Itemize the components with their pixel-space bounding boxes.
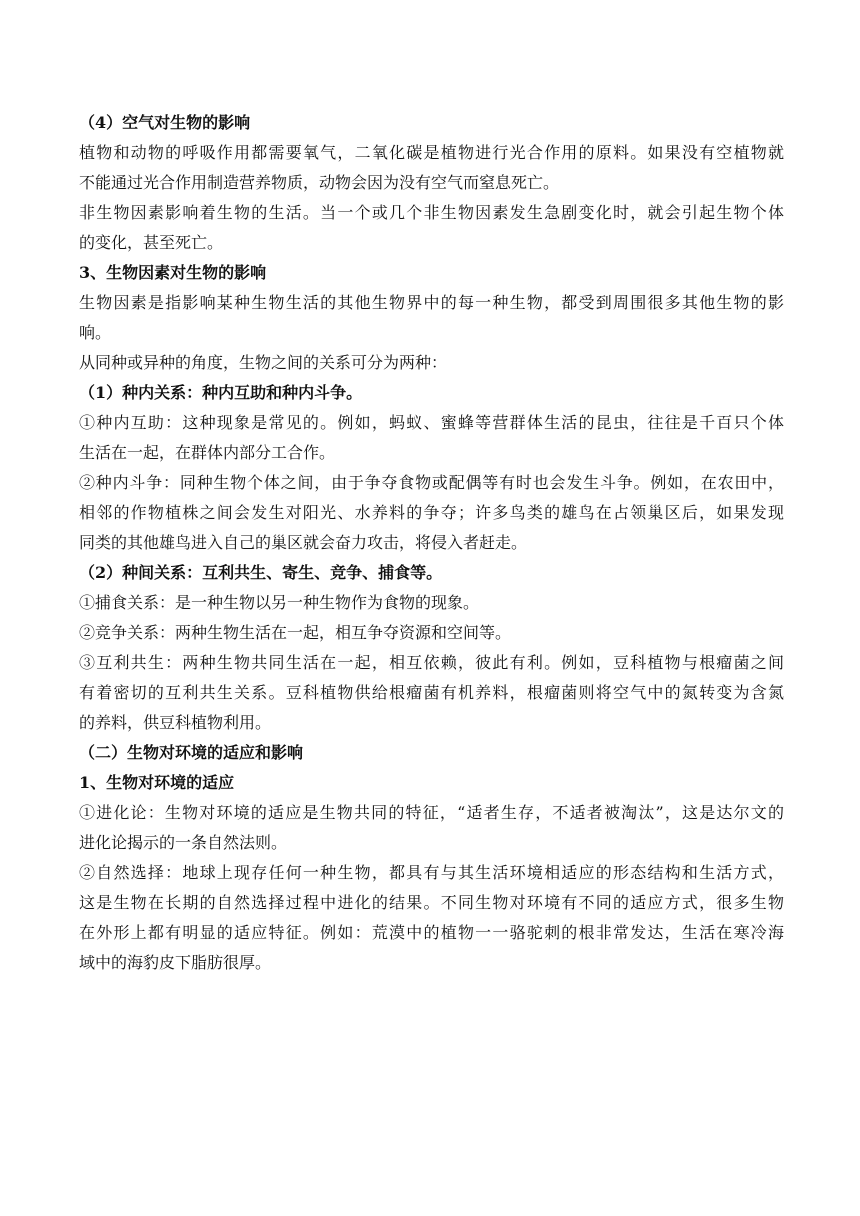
paragraph-line: 在外形上都有明显的适应特征。例如：荒漠中的植物一一骆驼刺的根非常发达，生活在寒冷海: [79, 923, 784, 942]
paragraph-line: 的变化，甚至死亡。: [79, 233, 224, 252]
paragraph-line: ②自然选择：地球上现存任何一种生物，都具有与其生活环境相适应的形态结构和生活方式，: [79, 863, 784, 882]
paragraph-line: 植物和动物的呼吸作用都需要氧气，二氧化碳是植物进行光合作用的原料。如果没有空植物就: [79, 143, 784, 162]
paragraph-line: 域中的海豹皮下脂肪很厚。: [79, 953, 272, 972]
section-heading: 3、生物因素对生物的影响: [79, 263, 267, 282]
paragraph-line: 同类的其他雄鸟进入自己的巢区就会奋力攻击，将侵入者赶走。: [79, 533, 528, 552]
section-heading: （二）生物对环境的适应和影响: [79, 743, 304, 762]
paragraph-line: 有着密切的互利共生关系。豆科植物供给根瘤菌有机养料，根瘤菌则将空气中的氮转变为含氮: [79, 683, 784, 702]
paragraph-line: 从同种或异种的角度，生物之间的关系可分为两种：: [79, 353, 448, 372]
paragraph-line: ②种内斗争：同种生物个体之间，由于争夺食物或配偶等有时也会发生斗争。例如，在农田中，: [79, 473, 784, 492]
paragraph-line: 响。: [79, 323, 112, 342]
section-heading: （1）种内关系：种内互助和种内斗争。: [79, 383, 363, 402]
paragraph-line: 相邻的作物植株之间会发生对阳光、水养料的争夺；许多鸟类的雄鸟在占领巢区后，如果发现: [79, 503, 784, 522]
paragraph-line: ①捕食关系：是一种生物以另一种生物作为食物的现象。: [79, 593, 480, 612]
paragraph-line: 进化论揭示的一条自然法则。: [79, 833, 288, 852]
paragraph-line: 不能通过光合作用制造营养物质，动物会因为没有空气而窒息死亡。: [79, 173, 560, 192]
document-body: [79, 108, 784, 978]
paragraph-line: ③互利共生：两种生物共同生活在一起，相互依赖，彼此有利。例如，豆科植物与根瘤菌之间: [79, 653, 784, 672]
paragraph-line: 生活在一起，在群体内部分工合作。: [79, 443, 336, 462]
paragraph-line: 这是生物在长期的自然选择过程中进化的结果。不同生物对环境有不同的适应方式，很多生物: [79, 893, 784, 912]
paragraph-line: 的养料，供豆科植物利用。: [79, 713, 272, 732]
paragraph-line: 生物因素是指影响某种生物生活的其他生物界中的每一种生物，都受到周围很多其他生物的影: [79, 293, 784, 312]
paragraph-line: ②竞争关系：两种生物生活在一起，相互争夺资源和空间等。: [79, 623, 512, 642]
paragraph-line: ①进化论：生物对环境的适应是生物共同的特征，“适者生存，不适者被淘汰”，这是达尔文的: [79, 803, 784, 822]
section-heading: 1、生物对环境的适应: [79, 773, 235, 792]
section-heading: （4）空气对生物的影响: [79, 113, 251, 132]
paragraph-line: 非生物因素影响着生物的生活。当一个或几个非生物因素发生急剧变化时，就会引起生物个体: [79, 203, 784, 222]
section-heading: （2）种间关系：互利共生、寄生、竞争、捕食等。: [79, 563, 443, 582]
paragraph-line: ①种内互助：这种现象是常见的。例如，蚂蚁、蜜蜂等营群体生活的昆虫，往往是千百只个体: [79, 413, 784, 432]
